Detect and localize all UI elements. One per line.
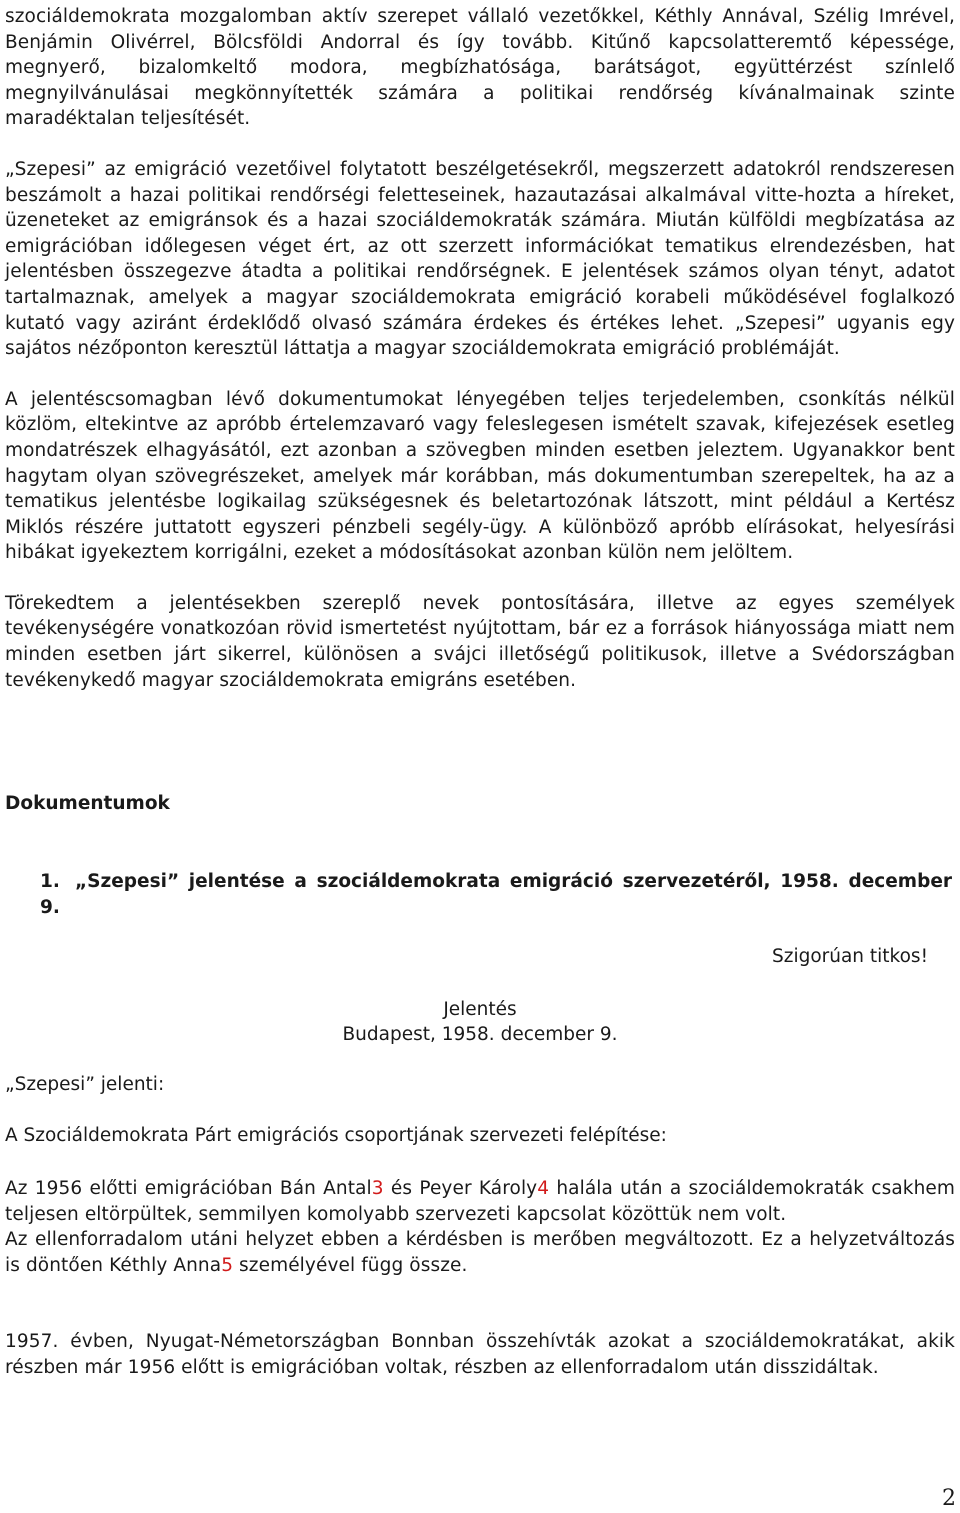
paragraph-intro-continued: szociáldemokrata mozgalomban aktív szerepet vállaló vezetőkkel, Kéthly Annával, Szélig Imrével, Benjámin Olivérrel, Bölcsföldi Andorral és így tovább. Kitűnő kapcsolatteremtő képessége, megnyerő, bizalomkeltő modora, megbízhatósága, barátságot, együttérzést színlelő megnyilvánulásai megkönnyítették számára a politikai rendőrség kívánalmainak szinte maradéktalan teljesítését. [5, 6, 955, 130]
report-body-paragraph-3 [5, 1329, 955, 1380]
body2-part-b: személyével függ össze. [233, 1254, 468, 1276]
body3-text: 1957. évben, Nyugat-Németországban Bonnban összehívták azokat a szociáldemokratákat, akik részben már 1956 előtt is emigrációban voltak, részben az ellenforradalom után disszidáltak. [5, 1331, 955, 1378]
report-subject: A Szociáldemokrata Párt emigrációs csoportjának szervezeti felépítése: [5, 1125, 667, 1146]
classification-label: Szigorúan titkos! [771, 946, 928, 967]
body1-part-a: Az 1956 előtti emigrációban Bán Antal [5, 1178, 372, 1199]
document-title [40, 869, 952, 921]
report-label: Jelentés [443, 999, 517, 1020]
section-heading-dokumentumok [5, 791, 955, 817]
paragraph-szepesi-reports: „Szepesi” az emigráció vezetőivel folytatott beszélgetésekről, megszerzett adatokról rendszeresen beszámolt a hazai politikai rendőrségi feletteseinek, hazautazásai alkalmával vitte-hozta a híreket, üzeneteket az emigránsok és a hazai szociáldemokraták számára. Miután külföldi megbízatása az emigrációban időlegesen véget ért, az ott szerzett információkat tematikus elrendezésben, hat jelentésben összegezve átadta a politikai rendőrségnek. E jelentések számos olyan tényt, adatot tartalmaznak, amelyek a magyar szociáldemokrata emigráció korabeli működésével foglalkozó kutató vagy aziránt érdeklődő olvasó számára érdekes és értékes lehet. „Szepesi” ugyanis egy sajátos nézőponton keresztül láttatja a magyar szociáldemokrata emigráció problémáját. [5, 158, 955, 360]
report-place-date: Budapest, 1958. december 9. [342, 1024, 618, 1045]
reporter-line: „Szepesi” jelenti: [5, 1074, 165, 1095]
document-title-text: „Szepesi” jelentése a szociáldemokrata emigráció szervezetéről, 1958. december 9. [40, 871, 952, 918]
body1-part-c: halála után a szociáldemokraták csakhem teljesen eltörpültek, semmilyen komolyabb szervezeti kapcsolat közöttük nem volt. [5, 1178, 955, 1225]
document-number: 1. [40, 871, 60, 892]
paragraph-names-clarification: Törekedtem a jelentésekben szereplő nevek pontosítására, illetve az egyes személyek tevékenységére vonatkozóan rövid ismertetést nyújtottam, bár ez a források hiányossága miatt nem minden esetben járt sikerrel, különösen a svájci illetőségű politikusok, illetve a Svédországban tevékenykedő magyar szociáldemokrata emigráns esetében. [5, 592, 955, 691]
footnote-ref-4[interactable]: 4 [537, 1178, 550, 1199]
body1-part-b: és Peyer Károly [383, 1178, 538, 1199]
body2-part-a: Az ellenforradalom utáni helyzet ebben a kérdésben is merőben megváltozott. Ez a helyzetváltozás is döntően Kéthly Anna [5, 1229, 955, 1276]
section-heading-text: Dokumentumok [5, 793, 170, 814]
document-page [5, 4, 955, 693]
page-number: 2 [942, 1486, 956, 1511]
paragraph-editorial-method: A jelentéscsomagban lévő dokumentumokat lényegében teljes terjedelemben, csonkítás nélkül közlöm, eltekintve az apróbb értelemzavaró vagy feleslegesen ismételt szavak, kifejezések esetleg mondatrészek elhagyásától, ezt azonban a szövegben minden esetben jeleztem. Ugyanakkor bent hagytam olyan szövegrészeket, amelyek már korábban, más dokumentumban szerepeltek, ha az a tematikus jelentésbe logikailag szükségesnek és beletartozónak látszott, mint például a Kertész Miklós részére juttatott egyszeri pénzbeli segély-ügy. A különböző apróbb elírásokat, helyesírási hibákat igyekeztem korrigálni, ezeket a módosításokat azonban külön nem jelöltem. [5, 388, 955, 564]
report-body-paragraph-1 [5, 1176, 955, 1278]
footnote-ref-3[interactable]: 3 [371, 1178, 384, 1199]
footnote-ref-5[interactable]: 5 [221, 1254, 234, 1276]
